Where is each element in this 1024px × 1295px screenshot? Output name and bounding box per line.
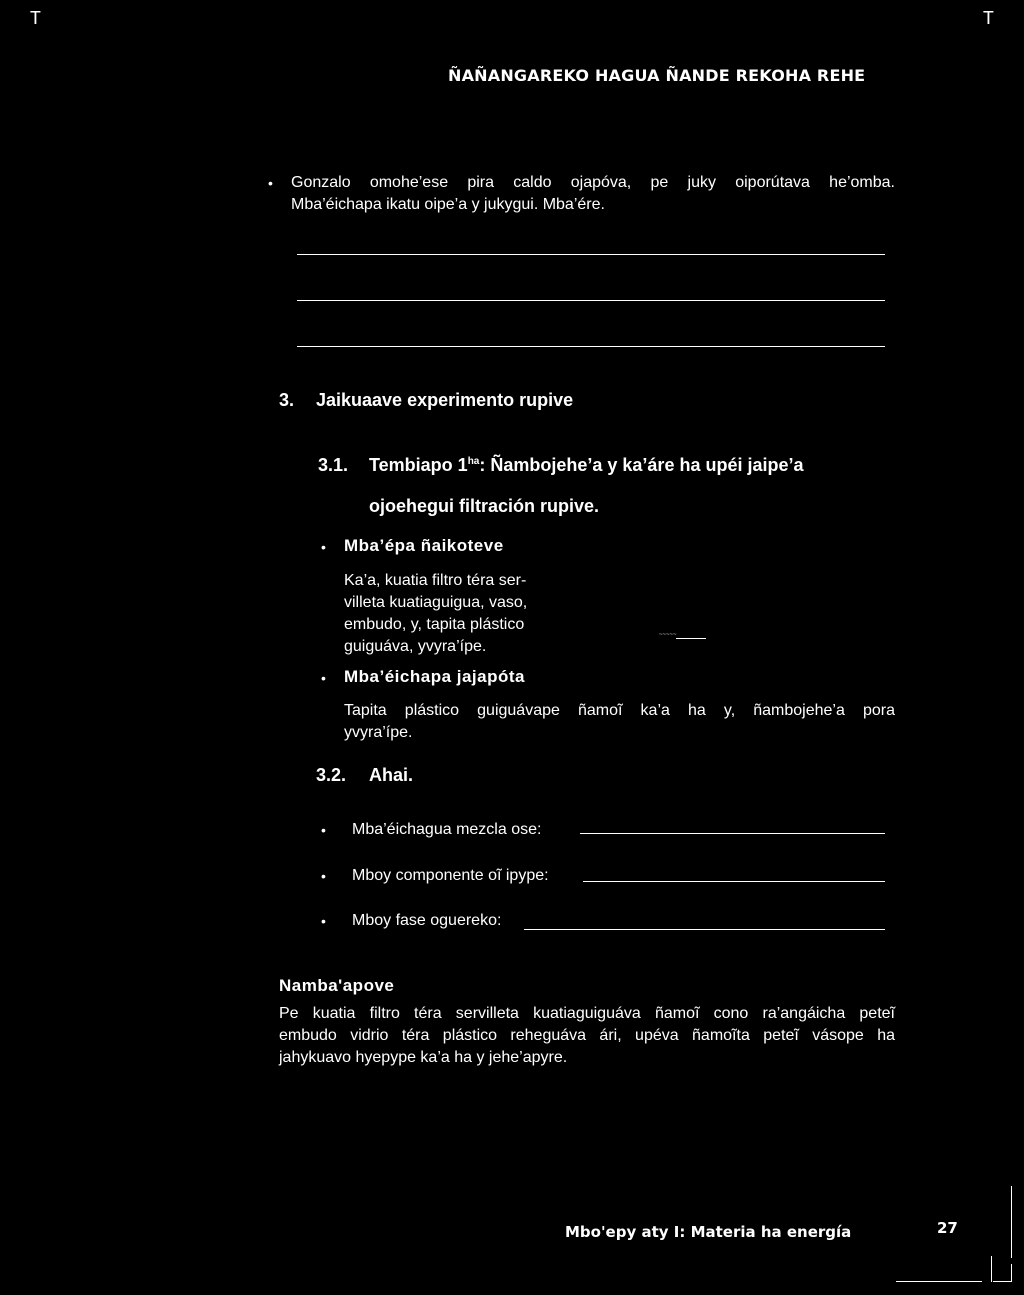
subsection-title-2: Ahai. bbox=[369, 765, 414, 785]
crop-mark-vertical-2 bbox=[1011, 1264, 1012, 1282]
materials-heading: Mba’épa ñaikoteve bbox=[344, 536, 504, 555]
procedure-heading: Mba’éichapa jajapóta bbox=[344, 667, 525, 686]
subsection-title-1: Tembiapo $1^{ha}$: Ñambojehe’a y ka’áre ha upéi jaipe’a bbox=[369, 455, 804, 475]
question-line-2: Mba’éichapa ikatu oipe’a y jukygui. Mba’ére. bbox=[291, 196, 605, 213]
answer-line-phases[interactable] bbox=[524, 929, 885, 930]
bullet-icon: • bbox=[321, 913, 326, 929]
answer-line-3[interactable] bbox=[297, 346, 885, 347]
bullet-icon: • bbox=[321, 539, 326, 555]
prompt-mixture-type: Mba’éichagua mezcla ose: bbox=[352, 821, 542, 838]
subsection-number-1: 3.1. bbox=[318, 455, 349, 475]
answer-line-1[interactable] bbox=[297, 254, 885, 255]
page-number: 27 bbox=[937, 1219, 958, 1237]
section-number: 3. bbox=[279, 390, 295, 410]
figure-label-line bbox=[676, 638, 706, 639]
section-title: Jaikuaave experimento rupive bbox=[316, 390, 574, 410]
answer-line-mixture[interactable] bbox=[580, 833, 885, 834]
corner-mark-right: T bbox=[983, 8, 994, 29]
materials-list: Ka’a, kuatia filtro téra ser- villeta kuatiaguigua, vaso, embudo, y, tapita plástico guiguáva, yvyra’ípe. bbox=[344, 572, 528, 655]
procedure-line-1: Tapita plástico guiguávape ñamoĩ ka’a ha y, ñambojehe’a pora bbox=[344, 702, 895, 719]
question-line-1: Gonzalo omohe’ese pira caldo ojapóva, pe juky oiporútava he’omba. bbox=[291, 174, 895, 191]
bullet-icon: • bbox=[321, 822, 326, 838]
prompt-phase-count: Mboy fase oguereko: bbox=[352, 912, 502, 929]
note-heading: Namba'apove bbox=[279, 976, 395, 995]
bullet-icon: • bbox=[321, 868, 326, 884]
footer-title: Mbo'epy aty I: Materia ha energía bbox=[565, 1223, 852, 1241]
prompt-component-count: Mboy componente oĩ ipype: bbox=[352, 867, 549, 884]
bullet-icon: • bbox=[268, 175, 273, 191]
note-body: Pe kuatia filtro téra servilleta kuatiaguiguáva ñamoĩ cono ra’angáicha peteĩ embudo vidrio téra plástico reheguáva ári, upéva ñamoĩta peteĩ vásope ha jahykuavo hyepype ka’a ha y jehe’apyre. bbox=[279, 1005, 895, 1066]
crop-mark-vertical bbox=[991, 1256, 992, 1282]
corner-mark-left: T bbox=[30, 8, 41, 29]
figure-small-label: ~~~~~ bbox=[659, 632, 677, 638]
answer-line-components[interactable] bbox=[583, 881, 885, 882]
procedure-line-2: yvyra’ípe. bbox=[344, 724, 413, 741]
crop-mark-horizontal-2 bbox=[993, 1281, 1011, 1282]
footer-divider bbox=[1011, 1186, 1012, 1258]
page-header: ÑAÑANGAREKO HAGUA ÑANDE REKOHA REHE bbox=[448, 66, 866, 85]
bullet-icon: • bbox=[321, 670, 326, 686]
answer-line-2[interactable] bbox=[297, 300, 885, 301]
subsection-number-2: 3.2. bbox=[316, 765, 347, 785]
subsection-title-1-line-2: ojoehegui filtración rupive. bbox=[369, 496, 600, 516]
crop-mark-horizontal-1 bbox=[896, 1281, 982, 1282]
